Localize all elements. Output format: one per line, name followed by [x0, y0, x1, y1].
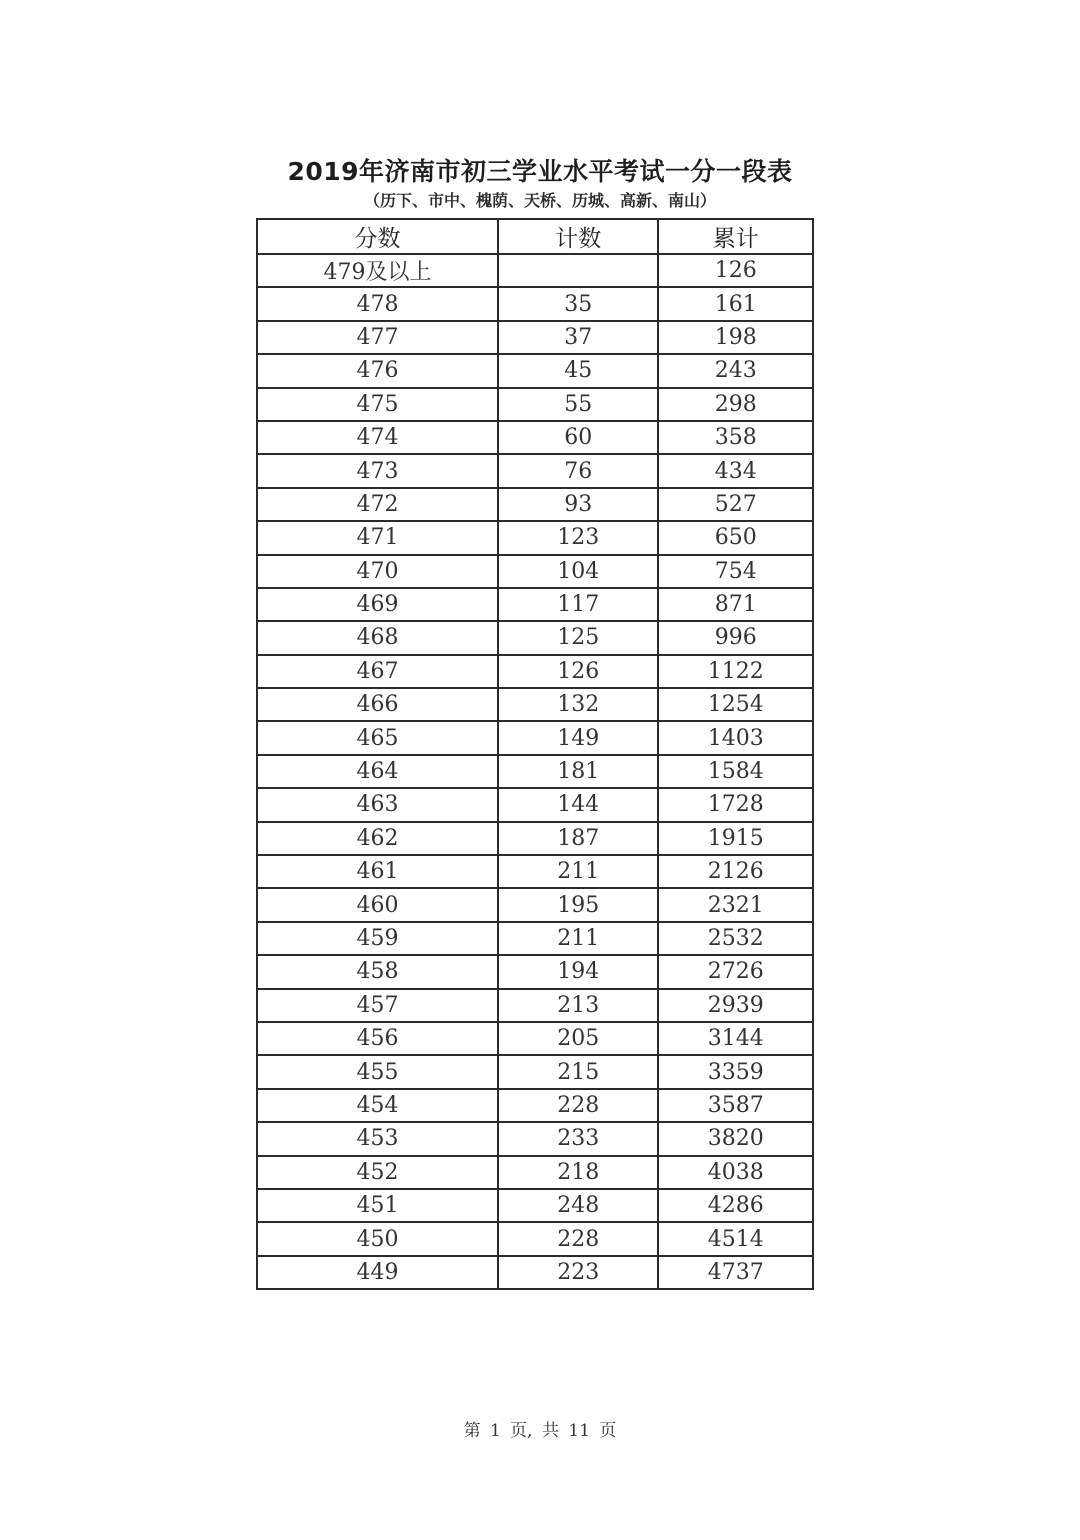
- table-row: [257, 955, 813, 988]
- cumulative-cell: 3359: [658, 1055, 813, 1088]
- header-score: 分数: [257, 219, 498, 254]
- count-cell: 55: [498, 388, 658, 421]
- score-cell: 456: [257, 1022, 498, 1055]
- table-row: [257, 855, 813, 888]
- count-cell: 218: [498, 1156, 658, 1189]
- table-row: [257, 1256, 813, 1289]
- count-cell: [498, 254, 658, 287]
- table-row: [257, 655, 813, 688]
- score-cell: 460: [257, 888, 498, 921]
- count-cell: 187: [498, 822, 658, 855]
- header-cumulative: 累计: [658, 219, 813, 254]
- table-row: [257, 989, 813, 1022]
- table-row: [257, 588, 813, 621]
- score-cell: 479及以上: [257, 254, 498, 287]
- table-row: [257, 388, 813, 421]
- count-cell: 149: [498, 721, 658, 754]
- score-cell: 449: [257, 1256, 498, 1289]
- cumulative-cell: 2726: [658, 955, 813, 988]
- table-row: [257, 521, 813, 554]
- count-cell: 60: [498, 421, 658, 454]
- score-cell: 452: [257, 1156, 498, 1189]
- document-title: 2019年济南市初三学业水平考试一分一段表: [287, 157, 793, 186]
- cumulative-cell: 2532: [658, 922, 813, 955]
- count-cell: 228: [498, 1089, 658, 1122]
- cumulative-cell: 1403: [658, 721, 813, 754]
- score-cell: 465: [257, 721, 498, 754]
- count-cell: 181: [498, 755, 658, 788]
- count-cell: 117: [498, 588, 658, 621]
- count-cell: 93: [498, 488, 658, 521]
- table-row: [257, 287, 813, 320]
- count-cell: 125: [498, 621, 658, 654]
- page-number: 第 1 页, 共 11 页: [463, 1421, 617, 1441]
- table-row: [257, 621, 813, 654]
- table-row: [257, 1055, 813, 1088]
- cumulative-cell: 4514: [658, 1222, 813, 1255]
- table-row: [257, 688, 813, 721]
- cumulative-cell: 2126: [658, 855, 813, 888]
- table-row: [257, 888, 813, 921]
- count-cell: 144: [498, 788, 658, 821]
- table-row: [257, 421, 813, 454]
- score-cell: 470: [257, 555, 498, 588]
- cumulative-cell: 2321: [658, 888, 813, 921]
- cumulative-cell: 3820: [658, 1122, 813, 1155]
- count-cell: 205: [498, 1022, 658, 1055]
- header-count: 计数: [498, 219, 658, 254]
- score-cell: 459: [257, 922, 498, 955]
- count-cell: 248: [498, 1189, 658, 1222]
- count-cell: 223: [498, 1256, 658, 1289]
- table-body: [257, 254, 813, 1289]
- cumulative-cell: 198: [658, 321, 813, 354]
- cumulative-cell: 1915: [658, 822, 813, 855]
- table-header-row: [257, 219, 813, 254]
- cumulative-cell: 996: [658, 621, 813, 654]
- score-cell: 476: [257, 354, 498, 387]
- score-cell: 472: [257, 488, 498, 521]
- cumulative-cell: 1122: [658, 655, 813, 688]
- count-cell: 35: [498, 287, 658, 320]
- score-distribution-table: [256, 218, 814, 1290]
- cumulative-cell: 298: [658, 388, 813, 421]
- table-row: [257, 922, 813, 955]
- cumulative-cell: 161: [658, 287, 813, 320]
- table-row: [257, 1089, 813, 1122]
- table-row: [257, 1189, 813, 1222]
- score-cell: 471: [257, 521, 498, 554]
- cumulative-cell: 4737: [658, 1256, 813, 1289]
- table-row: [257, 1222, 813, 1255]
- cumulative-cell: 3144: [658, 1022, 813, 1055]
- table-row: [257, 321, 813, 354]
- score-cell: 473: [257, 454, 498, 487]
- score-cell: 458: [257, 955, 498, 988]
- score-cell: 475: [257, 388, 498, 421]
- table-row: [257, 755, 813, 788]
- count-cell: 228: [498, 1222, 658, 1255]
- document-subtitle: （历下、市中、槐荫、天桥、历城、高新、南山）: [363, 191, 716, 210]
- cumulative-cell: 1728: [658, 788, 813, 821]
- table-row: [257, 1156, 813, 1189]
- table-row: [257, 354, 813, 387]
- count-cell: 45: [498, 354, 658, 387]
- cumulative-cell: 3587: [658, 1089, 813, 1122]
- count-cell: 37: [498, 321, 658, 354]
- score-cell: 462: [257, 822, 498, 855]
- score-cell: 469: [257, 588, 498, 621]
- count-cell: 233: [498, 1122, 658, 1155]
- cumulative-cell: 4286: [658, 1189, 813, 1222]
- score-cell: 474: [257, 421, 498, 454]
- table-row: [257, 488, 813, 521]
- score-cell: 463: [257, 788, 498, 821]
- table-row: [257, 254, 813, 287]
- score-cell: 457: [257, 989, 498, 1022]
- count-cell: 195: [498, 888, 658, 921]
- count-cell: 76: [498, 454, 658, 487]
- score-cell: 450: [257, 1222, 498, 1255]
- score-cell: 468: [257, 621, 498, 654]
- table-row: [257, 555, 813, 588]
- cumulative-cell: 871: [658, 588, 813, 621]
- cumulative-cell: 1584: [658, 755, 813, 788]
- score-cell: 451: [257, 1189, 498, 1222]
- cumulative-cell: 527: [658, 488, 813, 521]
- table-row: [257, 1122, 813, 1155]
- count-cell: 194: [498, 955, 658, 988]
- cumulative-cell: 1254: [658, 688, 813, 721]
- count-cell: 211: [498, 922, 658, 955]
- cumulative-cell: 754: [658, 555, 813, 588]
- count-cell: 211: [498, 855, 658, 888]
- cumulative-cell: 434: [658, 454, 813, 487]
- count-cell: 132: [498, 688, 658, 721]
- cumulative-cell: 4038: [658, 1156, 813, 1189]
- table-row: [257, 1022, 813, 1055]
- score-cell: 478: [257, 287, 498, 320]
- score-cell: 454: [257, 1089, 498, 1122]
- cumulative-cell: 126: [658, 254, 813, 287]
- score-cell: 455: [257, 1055, 498, 1088]
- count-cell: 104: [498, 555, 658, 588]
- score-cell: 467: [257, 655, 498, 688]
- score-cell: 466: [257, 688, 498, 721]
- score-cell: 461: [257, 855, 498, 888]
- count-cell: 215: [498, 1055, 658, 1088]
- score-cell: 464: [257, 755, 498, 788]
- count-cell: 123: [498, 521, 658, 554]
- count-cell: 126: [498, 655, 658, 688]
- cumulative-cell: 243: [658, 354, 813, 387]
- score-cell: 477: [257, 321, 498, 354]
- table-row: [257, 822, 813, 855]
- score-cell: 453: [257, 1122, 498, 1155]
- cumulative-cell: 650: [658, 521, 813, 554]
- cumulative-cell: 358: [658, 421, 813, 454]
- table-row: [257, 454, 813, 487]
- count-cell: 213: [498, 989, 658, 1022]
- table-row: [257, 788, 813, 821]
- table-row: [257, 721, 813, 754]
- cumulative-cell: 2939: [658, 989, 813, 1022]
